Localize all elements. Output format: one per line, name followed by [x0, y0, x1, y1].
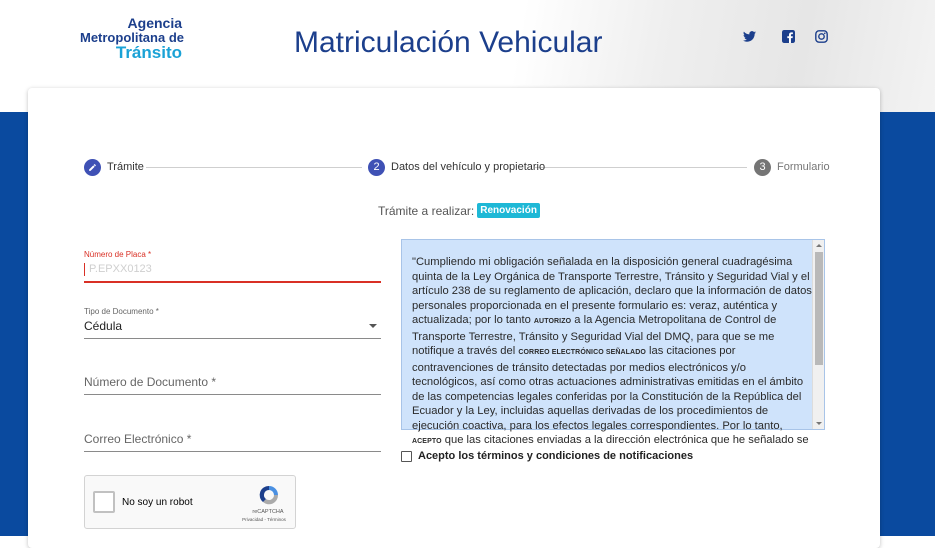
terms-text [412, 255, 812, 450]
tramite-label: Trámite a realizar: [378, 203, 475, 218]
terms-textarea[interactable] [401, 239, 825, 446]
terms-emphasis: CORREO ELECTRÓNICO SEÑALADO [518, 349, 646, 356]
page-title: Matriculación Vehicular [294, 26, 603, 59]
recaptcha-icon [257, 484, 281, 506]
recaptcha-links[interactable]: Privacidad - Términos [242, 517, 286, 522]
terms-paragraph: "Cumpliendo mi obligación señalada en la disposición general cuadragésima quinta de la Ley Orgánica de Transporte Terrestre, Tránsito y Seguridad Vial y el artículo 238 de su reglamento de aplicación, declaro que la información de datos personales proporcionada en el presente formulario es: veraz, auténtica y actualizada; por lo tanto [412, 256, 812, 326]
recaptcha-label: No soy un robot [122, 497, 193, 508]
terms-paragraph: las citaciones por contravenciones de tránsito detectadas por medios electrónicos y/o tecnológicos, así como otras actuaciones administrativas emitidas en el ámbito de las competencias legales conferidas por la Constitución de la República del Ecuador y la Ley, incluidas aquellas derivadas de los procedimientos de ejecución coactiva, para los efectos legales correspondientes. Por lo tanto, [412, 345, 804, 432]
accept-terms-checkbox[interactable] [401, 451, 412, 462]
tramite-info [378, 203, 540, 218]
instagram-icon[interactable] [814, 28, 828, 44]
correo-underline [84, 451, 381, 452]
terms-paragraph: que las citaciones enviadas a la dirección electrónica que he señalado se [444, 434, 809, 446]
terms-scrollbar[interactable] [812, 240, 824, 429]
numero-documento-placeholder: Número de Documento * [84, 375, 217, 389]
recaptcha-widget [84, 475, 296, 529]
step-tramite[interactable] [84, 158, 144, 176]
recaptcha-checkbox[interactable] [93, 491, 115, 513]
step-connector [535, 167, 747, 168]
step-label: Datos del vehículo y propietario [391, 161, 546, 173]
tipo-documento-value: Cédula [84, 319, 123, 333]
numero-documento-underline [84, 394, 381, 395]
accept-terms[interactable] [401, 450, 693, 462]
terms-emphasis: ACEPTO [412, 438, 442, 445]
twitter-icon[interactable] [742, 28, 756, 44]
chevron-down-icon [369, 324, 377, 328]
correo-placeholder: Correo Electrónico * [84, 432, 192, 446]
step-number: 3 [754, 159, 771, 176]
amt-logo[interactable] [62, 16, 184, 61]
correo-input[interactable] [84, 432, 381, 452]
step-label: Trámite [107, 161, 144, 173]
numero-documento-input[interactable] [84, 375, 381, 395]
scroll-up-icon[interactable] [816, 244, 822, 247]
logo-line-2: Metropolitana de [79, 30, 184, 45]
step-datos[interactable] [368, 158, 545, 176]
scrollbar-thumb[interactable] [815, 252, 823, 365]
placa-label: Número de Placa * [84, 250, 152, 259]
logo-line-3: Tránsito [115, 43, 182, 62]
tramite-badge: Renovación [477, 203, 540, 218]
step-connector [146, 167, 362, 168]
step-label: Formulario [777, 161, 830, 173]
tipo-documento-label: Tipo de Documento * [84, 307, 159, 316]
terms-emphasis: AUTORIZO [533, 318, 572, 325]
placa-underline [84, 281, 381, 283]
scroll-down-icon[interactable] [816, 422, 822, 425]
tipo-documento-select[interactable] [84, 307, 381, 341]
terms-paragraph: a la Agencia Metropolitana de Control de Transporte Terrestre, Tránsito y Seguridad Vial del DMQ, para que se me notifique a través del [412, 314, 777, 357]
tipo-documento-underline [84, 338, 381, 339]
placa-field[interactable] [84, 250, 381, 284]
step-formulario[interactable] [754, 158, 830, 176]
logo-line-1: Agencia [127, 15, 182, 31]
recaptcha-brand: reCAPTCHA [252, 509, 284, 515]
facebook-icon[interactable] [781, 28, 795, 44]
step-number: 2 [368, 159, 385, 176]
placa-input[interactable]: P.EPXX0123 [84, 263, 152, 276]
accept-terms-label: Acepto los términos y condiciones de notificaciones [418, 450, 694, 462]
edit-icon [84, 159, 101, 176]
